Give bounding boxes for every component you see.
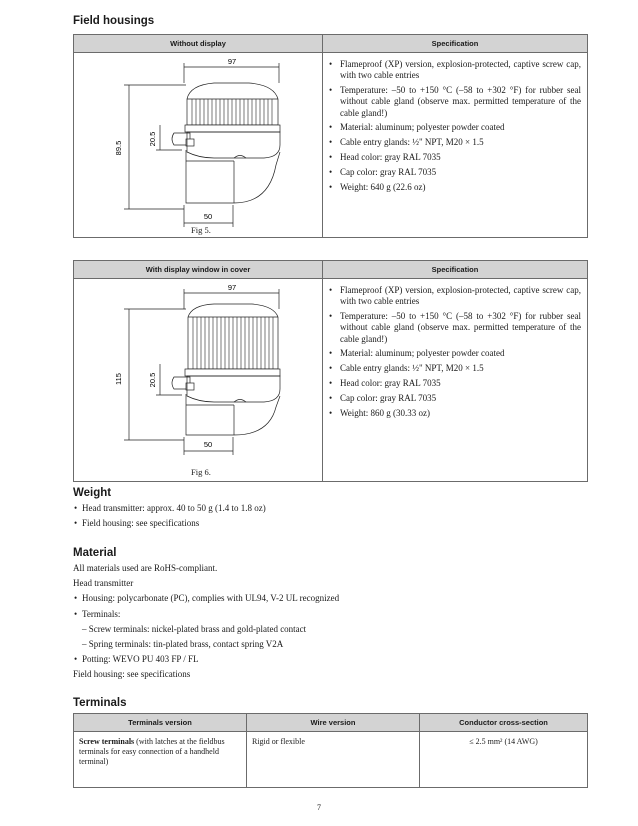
material-housing: • Housing: polycarbonate (PC), complies with UL94, V-2 UL recognized xyxy=(73,591,593,606)
spec-item: • Material: aluminum; polyester powder coated xyxy=(327,348,581,359)
column-header-cross-section: Conductor cross-section xyxy=(420,714,588,732)
section-title-terminals: Terminals xyxy=(73,697,127,709)
housing-drawing-without-display xyxy=(74,53,322,237)
spec-item: • Head color: gray RAL 7035 xyxy=(327,152,581,163)
dimension-side: 20.5 xyxy=(148,131,157,147)
spec-item: • Temperature: –50 to +150 °C (–58 to +302 °F) for rubber seal without cable gland (observe max. permitted temperature of the cable gland!) xyxy=(327,311,581,345)
cell-wire-version: Rigid or flexible xyxy=(247,732,420,788)
column-header-wire-version: Wire version xyxy=(247,714,420,732)
spec-item: • Temperature: –50 to +150 °C (–58 to +302 °F) for rubber seal without cable gland (observe max. permitted temperature of the cable gland!) xyxy=(327,85,581,119)
spec-item: • Cap color: gray RAL 7035 xyxy=(327,167,581,178)
figure-caption: Fig 5. xyxy=(191,225,211,235)
column-header-terminals-version: Terminals version xyxy=(74,714,247,732)
section-title-field-housings: Field housings xyxy=(73,15,155,27)
material-potting: • Potting: WEVO PU 403 FP / FL xyxy=(73,652,593,667)
dimension-height: 89.5 xyxy=(114,140,123,156)
spec-item: • Flameproof (XP) version, explosion-protected, captive screw cap, with two cable entries xyxy=(327,285,581,307)
housing-table-with-display xyxy=(73,260,588,482)
section-title-material: Material xyxy=(73,547,117,559)
spec-item: • Weight: 640 g (22.6 oz) xyxy=(327,182,581,193)
spec-item: • Flameproof (XP) version, explosion-protected, captive screw cap, with two cable entries xyxy=(327,59,581,81)
weight-list xyxy=(73,501,593,531)
spec-item: • Cable entry glands: ½" NPT, M20 × 1.5 xyxy=(327,137,581,148)
table-row xyxy=(74,732,588,788)
material-spring-terminals: – Spring terminals: tin-plated brass, contact spring V2A xyxy=(82,639,284,650)
material-text xyxy=(73,561,593,683)
material-terminals-label: • Terminals: xyxy=(73,607,593,622)
page-number: 7 xyxy=(317,803,321,812)
spec-item: • Cap color: gray RAL 7035 xyxy=(327,393,581,404)
material-head-label: Head transmitter xyxy=(73,578,134,589)
spec-item: • Weight: 860 g (30.33 oz) xyxy=(327,408,581,419)
section-title-weight: Weight xyxy=(73,487,112,499)
figure-caption: Fig 6. xyxy=(191,467,211,477)
spec-list xyxy=(327,285,581,419)
dimension-top: 97 xyxy=(227,283,237,292)
material-intro: All materials used are RoHS-compliant. xyxy=(73,563,218,573)
spec-item: • Cable entry glands: ½" NPT, M20 × 1.5 xyxy=(327,363,581,374)
cell-terminals-version xyxy=(74,732,247,788)
material-field-housing: Field housing: see specifications xyxy=(73,669,191,680)
dimension-bottom: 50 xyxy=(203,212,213,221)
dimension-height: 115 xyxy=(114,373,123,385)
dimension-side: 20.5 xyxy=(148,372,157,388)
spec-item: • Head color: gray RAL 7035 xyxy=(327,378,581,389)
terminals-table xyxy=(73,713,588,788)
specification-cell xyxy=(323,53,588,238)
weight-item: • Head transmitter: approx. 40 to 50 g (1.4 to 1.8 oz) xyxy=(73,501,593,516)
figure-cell xyxy=(74,53,323,238)
spec-list xyxy=(327,59,581,193)
screw-terminals-label: Screw terminals xyxy=(79,737,135,746)
housing-table-without-display xyxy=(73,34,588,238)
column-header-spec: Specification xyxy=(323,261,588,279)
column-header-figure: With display window in cover xyxy=(74,261,323,279)
screw-terminals-note: (with latches at the fieldbus terminals for easy connection of a handheld terminal) xyxy=(79,737,225,767)
cell-cross-section: ≤ 2.5 mm² (14 AWG) xyxy=(420,732,588,788)
spec-item: • Material: aluminum; polyester powder coated xyxy=(327,122,581,133)
housing-drawing-with-display xyxy=(74,279,322,481)
dimension-bottom: 50 xyxy=(203,440,213,449)
column-header-spec: Specification xyxy=(323,35,588,53)
specification-cell xyxy=(323,279,588,482)
dimension-top: 97 xyxy=(227,57,237,66)
figure-cell xyxy=(74,279,323,482)
column-header-figure: Without display xyxy=(74,35,323,53)
material-screw-terminals: – Screw terminals: nickel-plated brass and gold-plated contact xyxy=(82,623,307,634)
weight-item: • Field housing: see specifications xyxy=(73,516,593,531)
